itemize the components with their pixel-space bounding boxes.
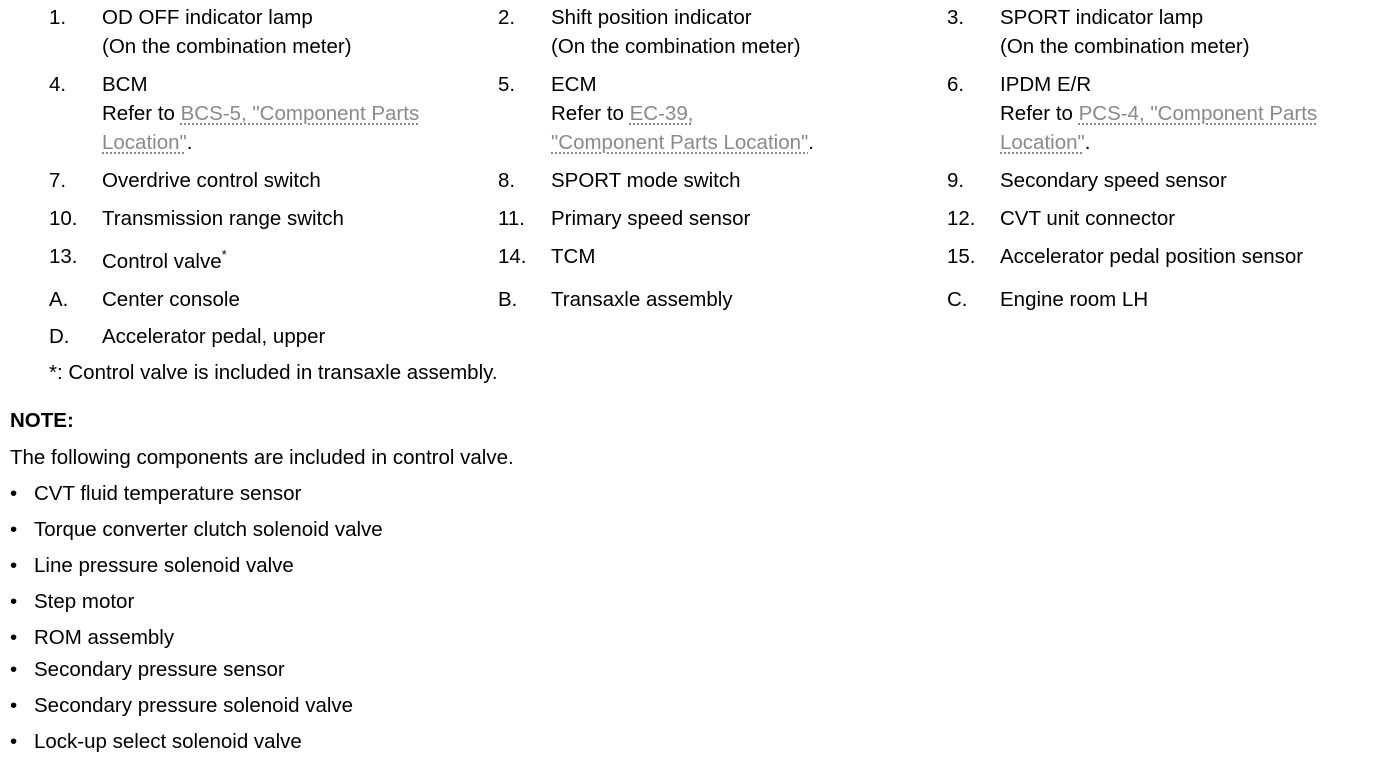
reference-link-ec-39-cont[interactable]: "Component Parts Location" [551, 131, 809, 154]
list-item-text: Secondary pressure solenoid valve [34, 694, 354, 717]
bullet-icon: • [10, 658, 18, 681]
item-label [1000, 70, 1390, 157]
reference-line [1000, 99, 1390, 128]
item-number: 11. [498, 207, 525, 230]
legend-footnote: *: Control valve is included in transaxle assembly. [49, 361, 498, 384]
list-item-text: ROM assembly [34, 626, 175, 649]
item-label-line: (On the combination meter) [1000, 35, 1250, 58]
item-label: Accelerator pedal position sensor [1000, 245, 1304, 268]
item-number: 7. [49, 169, 67, 192]
bullet-icon: • [10, 694, 18, 717]
reference-line [551, 128, 941, 157]
item-label-line: Shift position indicator [551, 6, 752, 29]
item-label: CVT unit connector [1000, 207, 1176, 230]
item-label: Secondary speed sensor [1000, 169, 1227, 192]
list-item-text: CVT fluid temperature sensor [34, 482, 302, 505]
item-label: Overdrive control switch [102, 169, 321, 192]
item-label: Accelerator pedal, upper [102, 325, 326, 348]
item-label [1000, 3, 1390, 61]
legend-row [0, 242, 1392, 285]
item-number: 1. [49, 6, 67, 29]
item-label: TCM [551, 245, 596, 268]
legend-row [0, 166, 1392, 204]
item-label [102, 70, 492, 157]
item-number: B. [498, 288, 518, 311]
item-label: Primary speed sensor [551, 207, 751, 230]
refer-to-text: Refer to [551, 102, 630, 125]
item-number: 3. [947, 6, 965, 29]
reference-line [102, 99, 492, 128]
item-number: 6. [947, 73, 965, 96]
reference-tail: . [808, 131, 814, 154]
list-item-text: Secondary pressure sensor [34, 658, 285, 681]
reference-link-bcs-5[interactable]: BCS-5, "Component Parts [180, 102, 420, 125]
bullet-icon: • [10, 482, 18, 505]
legend-row [0, 285, 1392, 322]
item-label: Transaxle assembly [551, 288, 733, 311]
reference-line [1000, 128, 1390, 157]
bullet-icon: • [10, 518, 18, 541]
component-legend [0, 3, 1392, 359]
item-number: C. [947, 288, 968, 311]
note-intro: The following components are included in control valve. [10, 446, 514, 469]
item-label: Transmission range switch [102, 207, 344, 230]
item-label: Engine room LH [1000, 288, 1149, 311]
item-number: 13. [49, 245, 78, 268]
item-label: Center console [102, 288, 240, 311]
reference-tail: . [186, 131, 193, 154]
reference-link-pcs-4-cont[interactable]: Location" [1000, 131, 1085, 154]
item-number: 12. [947, 207, 976, 230]
legend-row [0, 204, 1392, 242]
list-item-text: Line pressure solenoid valve [34, 554, 294, 577]
reference-link-bcs-5-cont[interactable]: Location" [102, 131, 187, 154]
list-item-text: Step motor [34, 590, 135, 613]
reference-tail: . [1084, 131, 1091, 154]
footnote-marker: * [221, 247, 227, 262]
item-number: 4. [49, 73, 67, 96]
item-label-line: OD OFF indicator lamp [102, 6, 313, 29]
item-label [102, 247, 492, 276]
bullet-icon: • [10, 554, 18, 577]
item-number: A. [49, 288, 69, 311]
reference-link-ec-39[interactable]: EC-39, [629, 102, 694, 125]
item-number: 5. [498, 73, 516, 96]
item-label [551, 70, 941, 157]
refer-to-text: Refer to [102, 102, 181, 125]
item-number: 9. [947, 169, 965, 192]
item-label-line: SPORT indicator lamp [1000, 6, 1204, 29]
item-label-line: (On the combination meter) [102, 35, 352, 58]
item-number: 8. [498, 169, 516, 192]
list-item-text: Lock-up select solenoid valve [34, 730, 302, 753]
item-label-text: Control valve [102, 250, 222, 273]
legend-row [0, 322, 1392, 359]
item-number: 10. [49, 207, 78, 230]
legend-row [0, 3, 1392, 70]
bullet-icon: • [10, 590, 18, 613]
item-name: ECM [551, 73, 597, 96]
item-number: 14. [498, 245, 527, 268]
item-label-line: (On the combination meter) [551, 35, 801, 58]
refer-to-text: Refer to [1000, 102, 1079, 125]
note-heading: NOTE: [10, 409, 74, 432]
item-label: SPORT mode switch [551, 169, 741, 192]
bullet-icon: • [10, 626, 18, 649]
item-name: BCM [102, 73, 148, 96]
item-name: IPDM E/R [1000, 73, 1092, 96]
bullet-icon: • [10, 730, 18, 753]
reference-line [102, 128, 492, 157]
reference-link-pcs-4[interactable]: PCS-4, "Component Parts [1078, 102, 1318, 125]
item-number: 2. [498, 6, 516, 29]
reference-line [551, 99, 941, 128]
item-label [551, 3, 941, 61]
item-number: 15. [947, 245, 976, 268]
item-label [102, 3, 492, 61]
item-number: D. [49, 325, 70, 348]
list-item-text: Torque converter clutch solenoid valve [34, 518, 383, 541]
legend-row [0, 70, 1392, 166]
